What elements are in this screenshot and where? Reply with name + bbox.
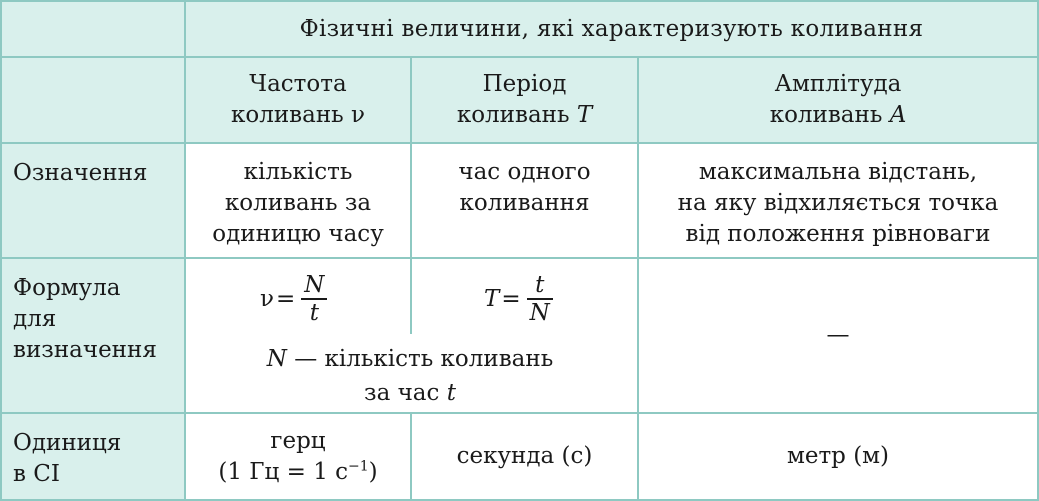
amplitude-symbol: A <box>889 102 907 128</box>
frequency-formula-fraction <box>301 272 327 326</box>
definition-period-line: коливання <box>459 190 590 216</box>
formula-note-line1 <box>185 344 635 375</box>
frequency-formula-denominator: t <box>309 299 319 326</box>
frequency-formula-numerator: N <box>304 272 325 298</box>
corner-cell <box>1 1 185 57</box>
definition-period <box>411 143 638 258</box>
period-formula-fraction <box>527 272 553 326</box>
column-header-amplitude-line1: Амплітуда <box>774 71 902 97</box>
unit-frequency-def-pre: (1 Гц = 1 с <box>218 458 349 485</box>
formula-note-line2 <box>185 378 635 409</box>
definition-frequency-line: одиницю часу <box>212 221 384 247</box>
column-header-amplitude <box>638 57 1038 143</box>
row-header-formula-line: для <box>13 306 57 332</box>
corner-cell-lower <box>1 57 185 143</box>
formula-note-symbol: N <box>266 346 287 372</box>
period-symbol: T <box>576 102 593 128</box>
definition-amplitude-line: від положення рівноваги <box>685 221 991 247</box>
definition-amplitude-line: максимальна відстань, <box>698 159 978 185</box>
column-header-frequency <box>185 57 411 143</box>
unit-frequency <box>185 413 411 500</box>
definition-frequency-line: коливань за <box>224 190 372 216</box>
unit-period: секунда (с) <box>411 413 638 500</box>
row-header-definition: Означення <box>1 143 185 258</box>
row-header-formula <box>1 258 185 413</box>
row-header-unit <box>1 413 185 500</box>
unit-frequency-def-post: ) <box>368 458 378 485</box>
column-header-frequency-line2: коливань <box>231 102 344 128</box>
unit-frequency-name: герц <box>270 427 326 454</box>
definition-period-line: час одного <box>458 159 591 185</box>
unit-frequency-definition <box>186 457 410 488</box>
column-header-period-line2: коливань <box>456 102 570 128</box>
period-formula-eq: = <box>501 285 521 312</box>
period-formula <box>484 272 553 326</box>
period-formula-lhs: T <box>484 285 500 312</box>
definition-amplitude <box>638 143 1038 258</box>
column-header-frequency-line1: Частота <box>249 71 347 97</box>
period-formula-numerator: t <box>535 272 545 298</box>
definition-amplitude-line: на яку відхиляється точка <box>677 190 999 216</box>
column-header-period <box>411 57 638 143</box>
definition-frequency-line: кількість <box>243 159 353 185</box>
column-header-amplitude-line2: коливань <box>769 102 883 128</box>
frequency-formula-lhs: ν <box>260 285 274 312</box>
frequency-formula <box>260 272 327 326</box>
row-header-formula-line: визначення <box>13 337 157 363</box>
column-header-period-line1: Період <box>482 71 567 97</box>
formula-note-time: t <box>446 380 456 406</box>
unit-frequency-def-sup: −1 <box>348 457 369 474</box>
formula-note-text: — кількість коливань <box>286 346 554 372</box>
period-formula-denominator: N <box>529 299 550 326</box>
frequency-formula-eq: = <box>275 285 296 312</box>
formula-amplitude: — <box>638 258 1038 413</box>
unit-amplitude: метр (м) <box>638 413 1038 500</box>
formula-note-line2-text: за час <box>364 380 447 406</box>
row-header-unit-line: в СІ <box>13 461 60 487</box>
table-title: Фізичні величини, які характеризують коливання <box>185 1 1038 57</box>
definition-frequency <box>185 143 411 258</box>
row-header-formula-line: Формула <box>13 275 121 301</box>
frequency-symbol: ν <box>351 102 365 128</box>
row-header-unit-line: Одиниця <box>13 430 122 456</box>
